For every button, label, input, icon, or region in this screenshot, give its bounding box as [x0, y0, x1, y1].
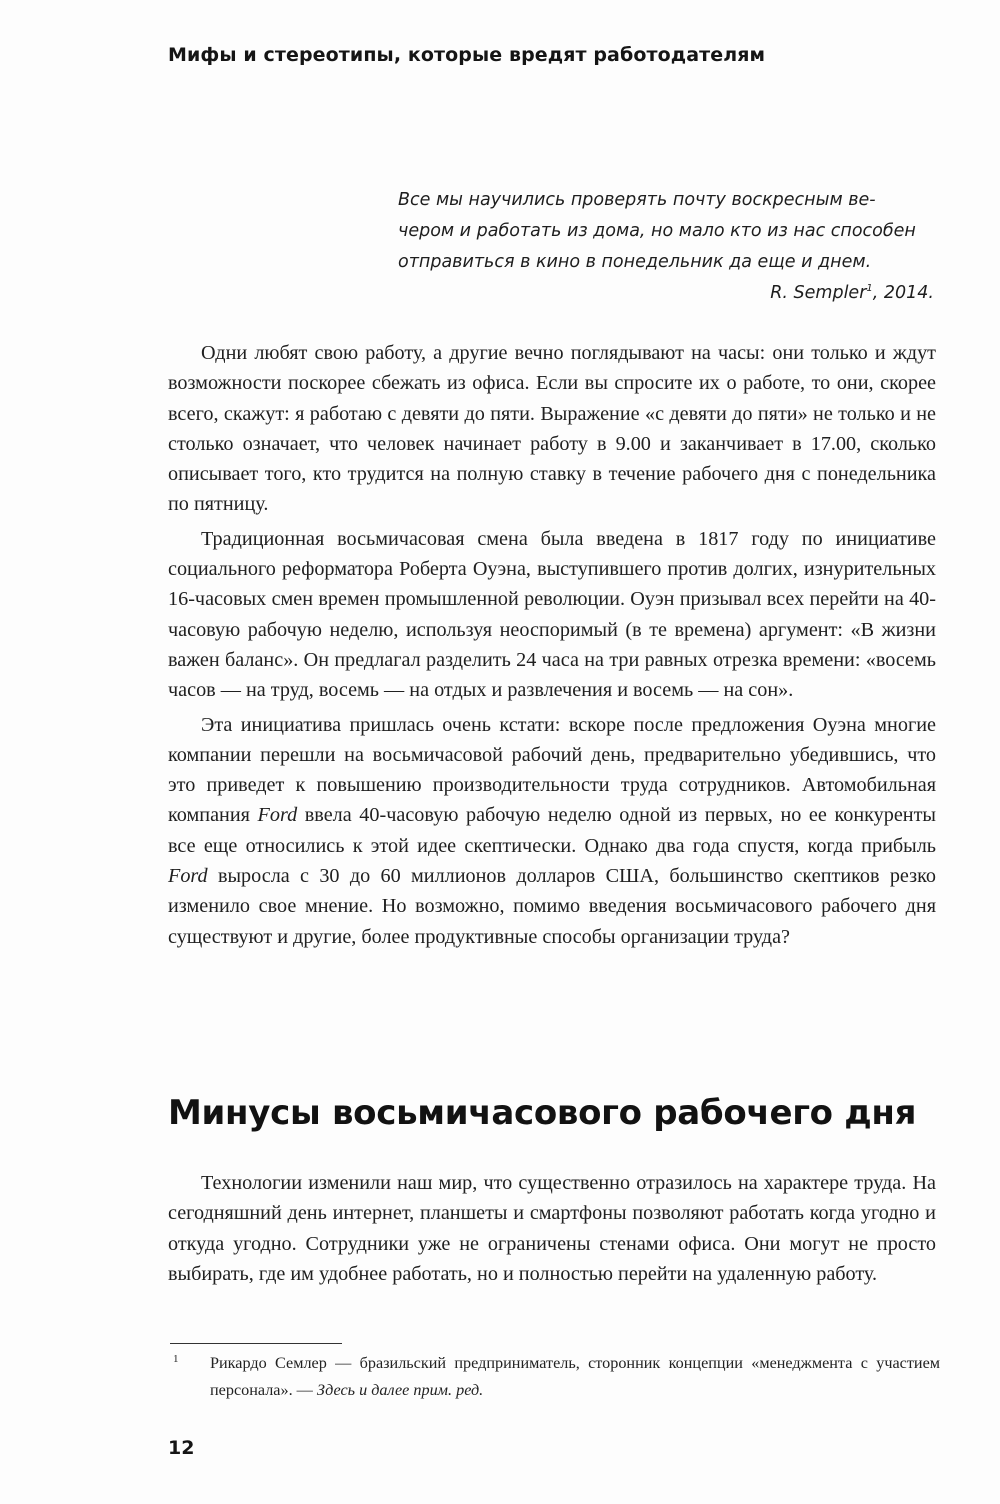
footnote-divider: [170, 1343, 342, 1344]
footnote-text: [210, 1350, 940, 1404]
footnote-body: Рикардо Семлер — бразильский предприниматель, сторонник концепции «менеджмента с участием персонала». —: [210, 1354, 940, 1399]
paragraph: [168, 710, 936, 952]
section-body-text: [168, 1168, 936, 1289]
running-head: Мифы и стереотипы, которые вредят работодателям: [168, 44, 766, 66]
paragraph-text: ввела 40-часовую рабочую неделю одной из первых, но ее конкуренты все еще относились к этой идее скептически. Однако два года спустя, когда прибыль: [168, 804, 936, 857]
footnote: [170, 1350, 940, 1404]
page-number: 12: [168, 1437, 195, 1459]
paragraph-text: Эта инициатива пришлась очень кстати: вскоре после предложения Оуэна многие компании перешли на восьмичасовой рабочий день, предварительно убедившись, что это приведет к повышению производительности труда сотрудников. Автомобильная компания: [168, 713, 936, 827]
footnote-mark: 1: [173, 1353, 179, 1365]
footnote-reference[interactable]: 1: [866, 283, 873, 295]
paragraph: Традиционная восьмичасовая смена была введена в 1817 году по инициативе социального реформатора Роберта Оуэна, выступившего против долгих, изнурительных 16-часовых смен времен промышленной революции. Оуэн призывал всех перейти на 40-часовую рабочую неделю, используя неоспоримый (в те времена) аргумент: «В жизни важен баланс». Он предлагал разделить 24 часа на три равных отрезка времени: «восемь часов — на труд, восемь — на отдых и развлечения и восемь — на сон».: [168, 527, 936, 702]
brand-name: Ford: [168, 865, 208, 888]
section-heading: Минусы восьмичасового рабочего дня: [168, 1093, 917, 1133]
paragraph: Одни любят свою работу, а другие вечно поглядывают на часы: они только и ждут возможности поскорее сбежать из офиса. Если вы спросите их о работе, то они, скорее всего, скажут: я работаю с девяти до пяти. Выражение «с девяти до пяти» не только и не столько означает, что человек начинает работу в 9.00 и заканчивает в 17.00, сколько описывает того, кто трудится на полную ставку в течение рабочего дня с понедельника по пятницу.: [168, 342, 936, 516]
body-text: [168, 338, 936, 952]
paragraph: Технологии изменили наш мир, что существенно отразилось на характере труда. На сегодняшний день интернет, планшеты и смартфоны позволяют работать когда угодно и откуда угодно. Сотрудники уже не ограничены стенами офиса. Они могут не просто выбирать, где им удобнее работать, но и полностью перейти на удаленную работу.: [168, 1172, 936, 1285]
epigraph-line: отправиться в кино в понедельник да еще и днем.: [398, 252, 872, 272]
paragraph-text: выросла с 30 до 60 миллионов долларов США, большинство скептиков резко изменило свое мнение. Но возможно, помимо введения восьмичасового рабочего дня существуют и другие, более продуктивные способы организации труда?: [168, 865, 936, 948]
epigraph-line: Все мы научились проверять почту воскресным ве-: [398, 190, 876, 210]
epigraph-author: R. Sempler: [770, 283, 867, 303]
epigraph-line: чером и работать из дома, но мало кто из нас способен: [398, 221, 916, 241]
editor-note: Здесь и далее прим. ред.: [316, 1381, 484, 1399]
epigraph-source: [398, 278, 938, 309]
brand-name: Ford: [257, 804, 298, 827]
epigraph: [398, 185, 938, 309]
epigraph-year: , 2014.: [872, 283, 934, 303]
